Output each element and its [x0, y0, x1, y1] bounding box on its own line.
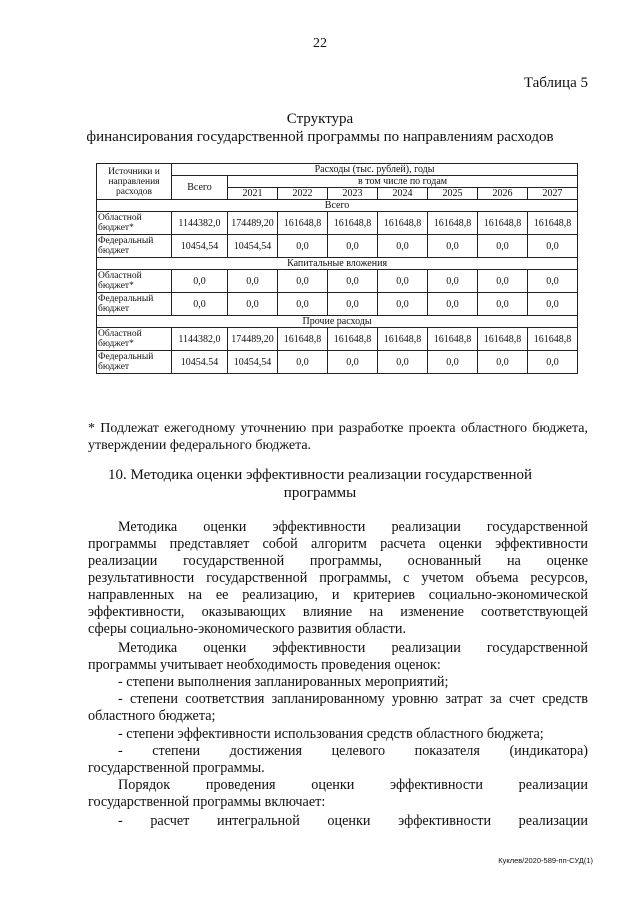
section-heading-line-1: 10. Методика оценки эффективности реализации государственной: [107, 467, 533, 483]
section-title: Прочие расходы: [97, 316, 578, 328]
cell: 0,0: [528, 270, 578, 293]
cell: 161648,8: [428, 328, 478, 351]
cell: 161648,8: [278, 328, 328, 351]
cell: 0,0: [378, 351, 428, 374]
cell: 0,0: [528, 235, 578, 258]
cell: 161648,8: [378, 212, 428, 235]
cell: 0,0: [228, 270, 278, 293]
cell: 174489,20: [228, 212, 278, 235]
cell: 0,0: [428, 351, 478, 374]
cell: 0,0: [528, 351, 578, 374]
body-line: эффективности, оказывающих влияние на изменение соответствующей: [88, 604, 588, 620]
cell: 1144382,0: [172, 328, 228, 351]
cell: 161648,8: [278, 212, 328, 235]
cell: 0,0: [328, 351, 378, 374]
cell: 0,0: [378, 270, 428, 293]
page-number: 22: [313, 36, 327, 51]
section-title: Всего: [97, 200, 578, 212]
body-line: - степени выполнения запланированных мероприятий;: [118, 674, 449, 690]
cell: 0,0: [528, 293, 578, 316]
body-line: программы учитывает необходимость проведения оценок:: [88, 657, 441, 673]
row-source: Областной бюджет*: [97, 212, 172, 235]
cell: 0,0: [228, 293, 278, 316]
cell: 161648,8: [528, 212, 578, 235]
row-source: Федеральный бюджет: [97, 351, 172, 374]
header-year: 2024: [378, 188, 428, 200]
cell: 161648,8: [378, 328, 428, 351]
cell: 10454,54: [172, 235, 228, 258]
table-title-line-1: Структура: [286, 111, 354, 127]
header-year: 2022: [278, 188, 328, 200]
cell: 161648,8: [328, 212, 378, 235]
header-year: 2027: [528, 188, 578, 200]
body-line: - степени соответствия запланированному уровню затрат за счет средств: [118, 691, 588, 707]
section-heading-line-2: программы: [283, 485, 357, 501]
cell: 0,0: [478, 293, 528, 316]
section-title: Капитальные вложения: [97, 258, 578, 270]
cell: 1144382,0: [172, 212, 228, 235]
cell: 0,0: [278, 270, 328, 293]
cell: 0,0: [478, 270, 528, 293]
cell: 174489,20: [228, 328, 278, 351]
cell: 0,0: [428, 293, 478, 316]
cell: 161648,8: [478, 328, 528, 351]
body-line: Методика оценки эффективности реализации государственной: [118, 519, 588, 535]
body-line: - степени эффективности использования средств областного бюджета;: [118, 726, 544, 742]
body-line: государственной программы.: [88, 760, 265, 776]
table-footnote: * Подлежат ежегодному уточнению при разработке проекта областного бюджета, утверждении федерального бюджета.: [88, 421, 588, 453]
cell: 0,0: [478, 351, 528, 374]
cell: 0,0: [328, 235, 378, 258]
body-line: областного бюджета;: [88, 708, 216, 724]
body-line: Порядок проведения оценки эффективности реализации: [118, 777, 588, 793]
financing-table: [96, 163, 578, 374]
header-year: 2021: [228, 188, 278, 200]
header-total: Всего: [172, 176, 228, 200]
row-source: Федеральный бюджет: [97, 293, 172, 316]
cell: 161648,8: [428, 212, 478, 235]
document-code: Куклев/2020-589-пп-СУД(1): [498, 856, 593, 865]
cell: 0,0: [278, 351, 328, 374]
row-source: Федеральный бюджет: [97, 235, 172, 258]
header-including: в том числе по годам: [228, 176, 578, 188]
body-line: - степени достижения целевого показателя (индикатора): [118, 743, 588, 759]
cell: 0,0: [428, 235, 478, 258]
cell: 10454.54: [172, 351, 228, 374]
table-title-line-2: финансирования государственной программы по направлениям расходов: [86, 129, 554, 145]
body-line: Методика оценки эффективности реализации государственной: [118, 640, 588, 656]
cell: 161648,8: [478, 212, 528, 235]
cell: 0,0: [378, 235, 428, 258]
cell: 0,0: [172, 293, 228, 316]
body-line: программы представляет собой алгоритм расчета оценки эффективности: [88, 536, 588, 552]
body-line: государственной программы включает:: [88, 794, 326, 810]
header-year: 2025: [428, 188, 478, 200]
cell: 161648,8: [328, 328, 378, 351]
cell: 0,0: [278, 235, 328, 258]
cell: 0,0: [378, 293, 428, 316]
header-year: 2023: [328, 188, 378, 200]
cell: 0,0: [478, 235, 528, 258]
body-line: сферы социально-экономического развития области.: [88, 621, 407, 637]
body-line: результативности государственной программы, с учетом объема ресурсов,: [88, 570, 588, 586]
table-label: Таблица 5: [523, 75, 588, 91]
body-line: - расчет интегральной оценки эффективности реализации: [118, 813, 588, 829]
body-line: реализации государственной программы, основанный на оценке: [88, 553, 588, 569]
cell: 0,0: [172, 270, 228, 293]
header-sources: Источники и направления расходов: [97, 164, 172, 200]
row-source: Областной бюджет*: [97, 270, 172, 293]
cell: 0,0: [278, 293, 328, 316]
row-source: Областной бюджет*: [97, 328, 172, 351]
cell: 0,0: [428, 270, 478, 293]
cell: 0,0: [328, 270, 378, 293]
header-year: 2026: [478, 188, 528, 200]
cell: 161648,8: [528, 328, 578, 351]
cell: 10454,54: [228, 351, 278, 374]
cell: 0,0: [328, 293, 378, 316]
body-line: направленных на ее реализацию, и критериев социально-экономической: [88, 587, 588, 603]
header-expenses: Расходы (тыс. рублей), годы: [172, 164, 578, 176]
cell: 10454,54: [228, 235, 278, 258]
